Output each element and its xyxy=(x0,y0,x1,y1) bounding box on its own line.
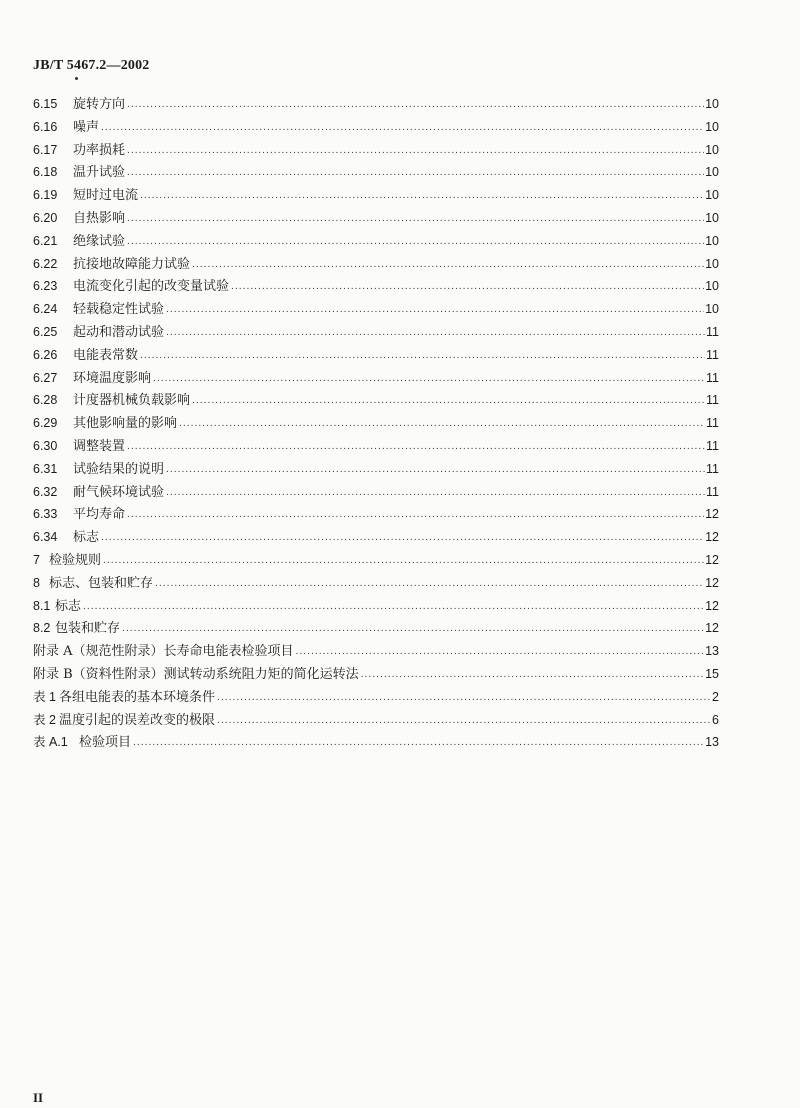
toc-entry xyxy=(33,481,719,504)
toc-entry-page: 11 xyxy=(706,484,719,499)
toc-entry-number: 6.31 xyxy=(33,461,58,476)
toc-entry xyxy=(33,595,719,618)
toc-entry-title: 绝缘试验 xyxy=(73,233,126,249)
toc-entry xyxy=(33,458,719,481)
dot-leader xyxy=(122,618,704,641)
toc-entry-title: 附录 B（资料性附录）测试转动系统阻力矩的简化运转法 xyxy=(33,666,359,682)
dot-leader xyxy=(103,550,704,573)
toc-entry-number: 6.27 xyxy=(33,370,58,385)
toc-entry-page: 11 xyxy=(706,461,719,476)
dot-leader xyxy=(231,276,704,299)
toc-entry-title: 标志 xyxy=(73,530,100,546)
toc-entry-page: 13 xyxy=(705,735,719,750)
page-number: II xyxy=(33,1090,44,1105)
toc-entry xyxy=(33,640,719,663)
toc-entry-number: 8.1 xyxy=(33,598,51,613)
toc-entry-page: 12 xyxy=(705,598,719,613)
toc-entry-number: 6.20 xyxy=(33,210,58,225)
toc-entry xyxy=(33,93,719,116)
toc-entry xyxy=(33,617,719,640)
dot-leader xyxy=(166,482,705,505)
toc-entry-title: 旋转方向 xyxy=(73,97,126,112)
toc-entry xyxy=(33,709,719,732)
table-of-contents xyxy=(33,93,719,754)
toc-entry-page: 10 xyxy=(705,233,719,248)
toc-entry-page: 13 xyxy=(705,644,719,659)
dot-leader xyxy=(155,573,704,596)
toc-entry-number: 6.21 xyxy=(33,233,58,248)
toc-entry xyxy=(33,184,719,207)
toc-entry xyxy=(33,275,719,298)
document-header xyxy=(33,56,150,74)
toc-entry-title: 检验规则 xyxy=(49,552,102,568)
dot-leader xyxy=(166,299,704,322)
toc-entry xyxy=(33,526,719,549)
toc-entry xyxy=(33,139,719,162)
toc-entry-page: 10 xyxy=(705,165,719,180)
toc-entry-page: 12 xyxy=(705,552,719,567)
toc-entry-page: 10 xyxy=(705,97,719,111)
toc-entry xyxy=(33,389,719,412)
toc-entry-number: 表 1 xyxy=(33,689,56,704)
dot-leader xyxy=(166,459,705,482)
toc-entry-page: 10 xyxy=(705,210,719,225)
dot-leader xyxy=(217,710,711,733)
toc-entry-number: 8.2 xyxy=(33,621,51,636)
toc-entry-title: 抗接地故障能力试验 xyxy=(73,256,191,272)
toc-entry-number: 6.29 xyxy=(33,416,58,431)
toc-entry-title: 功率损耗 xyxy=(73,142,126,158)
toc-entry-page: 11 xyxy=(706,370,719,385)
toc-entry xyxy=(33,367,719,390)
toc-entry xyxy=(33,161,719,184)
toc-entry-page: 10 xyxy=(705,302,719,317)
dot-leader xyxy=(166,322,705,345)
toc-entry-page: 10 xyxy=(705,119,719,134)
dot-leader xyxy=(83,596,704,619)
toc-entry-number: 表 A.1 xyxy=(33,735,68,750)
dot-leader xyxy=(192,254,704,277)
dot-leader xyxy=(101,117,704,140)
toc-entry-page: 12 xyxy=(705,507,719,522)
toc-entry-number: 6.25 xyxy=(33,324,58,339)
toc-entry-title: 自热影响 xyxy=(73,210,126,226)
toc-entry xyxy=(33,572,719,595)
toc-entry-number: 6.19 xyxy=(33,188,58,203)
toc-entry xyxy=(33,686,719,709)
toc-entry-page: 11 xyxy=(706,393,719,408)
dot-leader xyxy=(140,345,705,368)
toc-entry-number: 7 xyxy=(33,552,40,567)
toc-entry-page: 11 xyxy=(706,324,719,339)
toc-entry-number: 表 2 xyxy=(33,712,56,727)
toc-entry xyxy=(33,503,719,526)
dot-leader xyxy=(179,413,705,436)
dot-leader xyxy=(127,140,704,163)
toc-entry-number: 6.26 xyxy=(33,347,58,362)
toc-entry xyxy=(33,549,719,572)
dot-leader xyxy=(127,231,704,254)
toc-entry-title: 轻载稳定性试验 xyxy=(73,302,165,318)
toc-entry-number: 6.30 xyxy=(33,438,58,453)
toc-entry-number: 6.28 xyxy=(33,393,58,408)
dot-leader xyxy=(127,94,704,117)
toc-entry-title: 计度器机械负载影响 xyxy=(73,393,191,409)
toc-entry-title: 附录 A（规范性附录）长寿命电能表检验项目 xyxy=(33,644,294,660)
toc-entry-title: 耐气候环境试验 xyxy=(73,484,165,500)
toc-entry-title: 标志 xyxy=(55,598,82,614)
toc-entry-title: 电流变化引起的改变量试验 xyxy=(73,279,230,295)
dot-leader xyxy=(140,185,704,208)
toc-entry-title: 温升试验 xyxy=(73,165,126,181)
toc-entry-number: 6.32 xyxy=(33,484,58,499)
toc-entry xyxy=(33,253,719,276)
toc-entry-number: 6.24 xyxy=(33,302,58,317)
toc-entry-title: 起动和潜动试验 xyxy=(73,324,165,340)
toc-entry-page: 12 xyxy=(705,621,719,636)
toc-entry xyxy=(33,731,719,754)
toc-entry-title: 包装和贮存 xyxy=(55,621,121,637)
toc-entry-page: 11 xyxy=(706,416,719,431)
toc-entry-title: 电能表常数 xyxy=(73,347,139,363)
toc-entry-title: 短时过电流 xyxy=(73,188,139,204)
toc-entry-number: 6.23 xyxy=(33,279,58,294)
dot-leader xyxy=(296,641,705,664)
dot-leader xyxy=(127,504,704,527)
toc-entry xyxy=(33,116,719,139)
toc-entry-page: 10 xyxy=(705,279,719,294)
toc-entry xyxy=(33,207,719,230)
dot-leader xyxy=(101,527,704,550)
dot-leader xyxy=(361,664,704,687)
toc-entry-page: 11 xyxy=(706,347,719,362)
toc-entry xyxy=(33,298,719,321)
toc-entry-title: 平均寿命 xyxy=(73,507,126,523)
toc-entry-page: 6 xyxy=(712,712,719,727)
dot-leader xyxy=(153,368,705,391)
toc-entry xyxy=(33,663,719,686)
dot-leader xyxy=(192,390,705,413)
toc-entry-title: 环境温度影响 xyxy=(73,370,152,386)
standard-code: JB/T 5467.2—2002 xyxy=(33,58,150,73)
dot-leader xyxy=(133,732,704,755)
toc-entry xyxy=(33,412,719,435)
toc-entry-page: 12 xyxy=(705,530,719,545)
dot-leader xyxy=(127,162,704,185)
toc-entry-number: 6.34 xyxy=(33,530,58,545)
toc-entry-page: 15 xyxy=(705,666,719,681)
toc-entry-number: 6.15 xyxy=(33,97,58,111)
toc-entry-page: 2 xyxy=(712,689,719,704)
toc-entry-page: 10 xyxy=(705,142,719,157)
toc-entry xyxy=(33,344,719,367)
dot-leader xyxy=(217,687,711,710)
toc-entry-number: 8 xyxy=(33,575,40,590)
toc-entry-page: 10 xyxy=(705,188,719,203)
toc-entry-page: 11 xyxy=(706,438,719,453)
toc-entry-number: 6.33 xyxy=(33,507,58,522)
toc-entry-number: 6.22 xyxy=(33,256,58,271)
toc-entry xyxy=(33,435,719,458)
toc-entry-title: 试验结果的说明 xyxy=(73,461,165,477)
toc-entry xyxy=(33,230,719,253)
toc-entry-number: 6.16 xyxy=(33,119,58,134)
toc-entry-title: 温度引起的误差改变的极限 xyxy=(59,712,216,728)
toc-entry-number: 6.17 xyxy=(33,142,58,157)
toc-entry-page: 12 xyxy=(705,575,719,590)
toc-entry-number: 6.18 xyxy=(33,165,58,180)
toc-entry-title: 噪声 xyxy=(73,119,100,135)
toc-entry xyxy=(33,321,719,344)
toc-entry-title: 调整装置 xyxy=(73,438,126,454)
toc-entry-title: 其他影响量的影响 xyxy=(73,416,178,432)
toc-entry-page: 10 xyxy=(705,256,719,271)
toc-entry-title: 各组电能表的基本环境条件 xyxy=(59,689,216,705)
scan-speck xyxy=(75,77,78,80)
toc-entry-title: 检验项目 xyxy=(79,735,132,751)
dot-leader xyxy=(127,208,704,231)
toc-entry-title: 标志、包装和贮存 xyxy=(49,575,154,591)
dot-leader xyxy=(127,436,705,459)
